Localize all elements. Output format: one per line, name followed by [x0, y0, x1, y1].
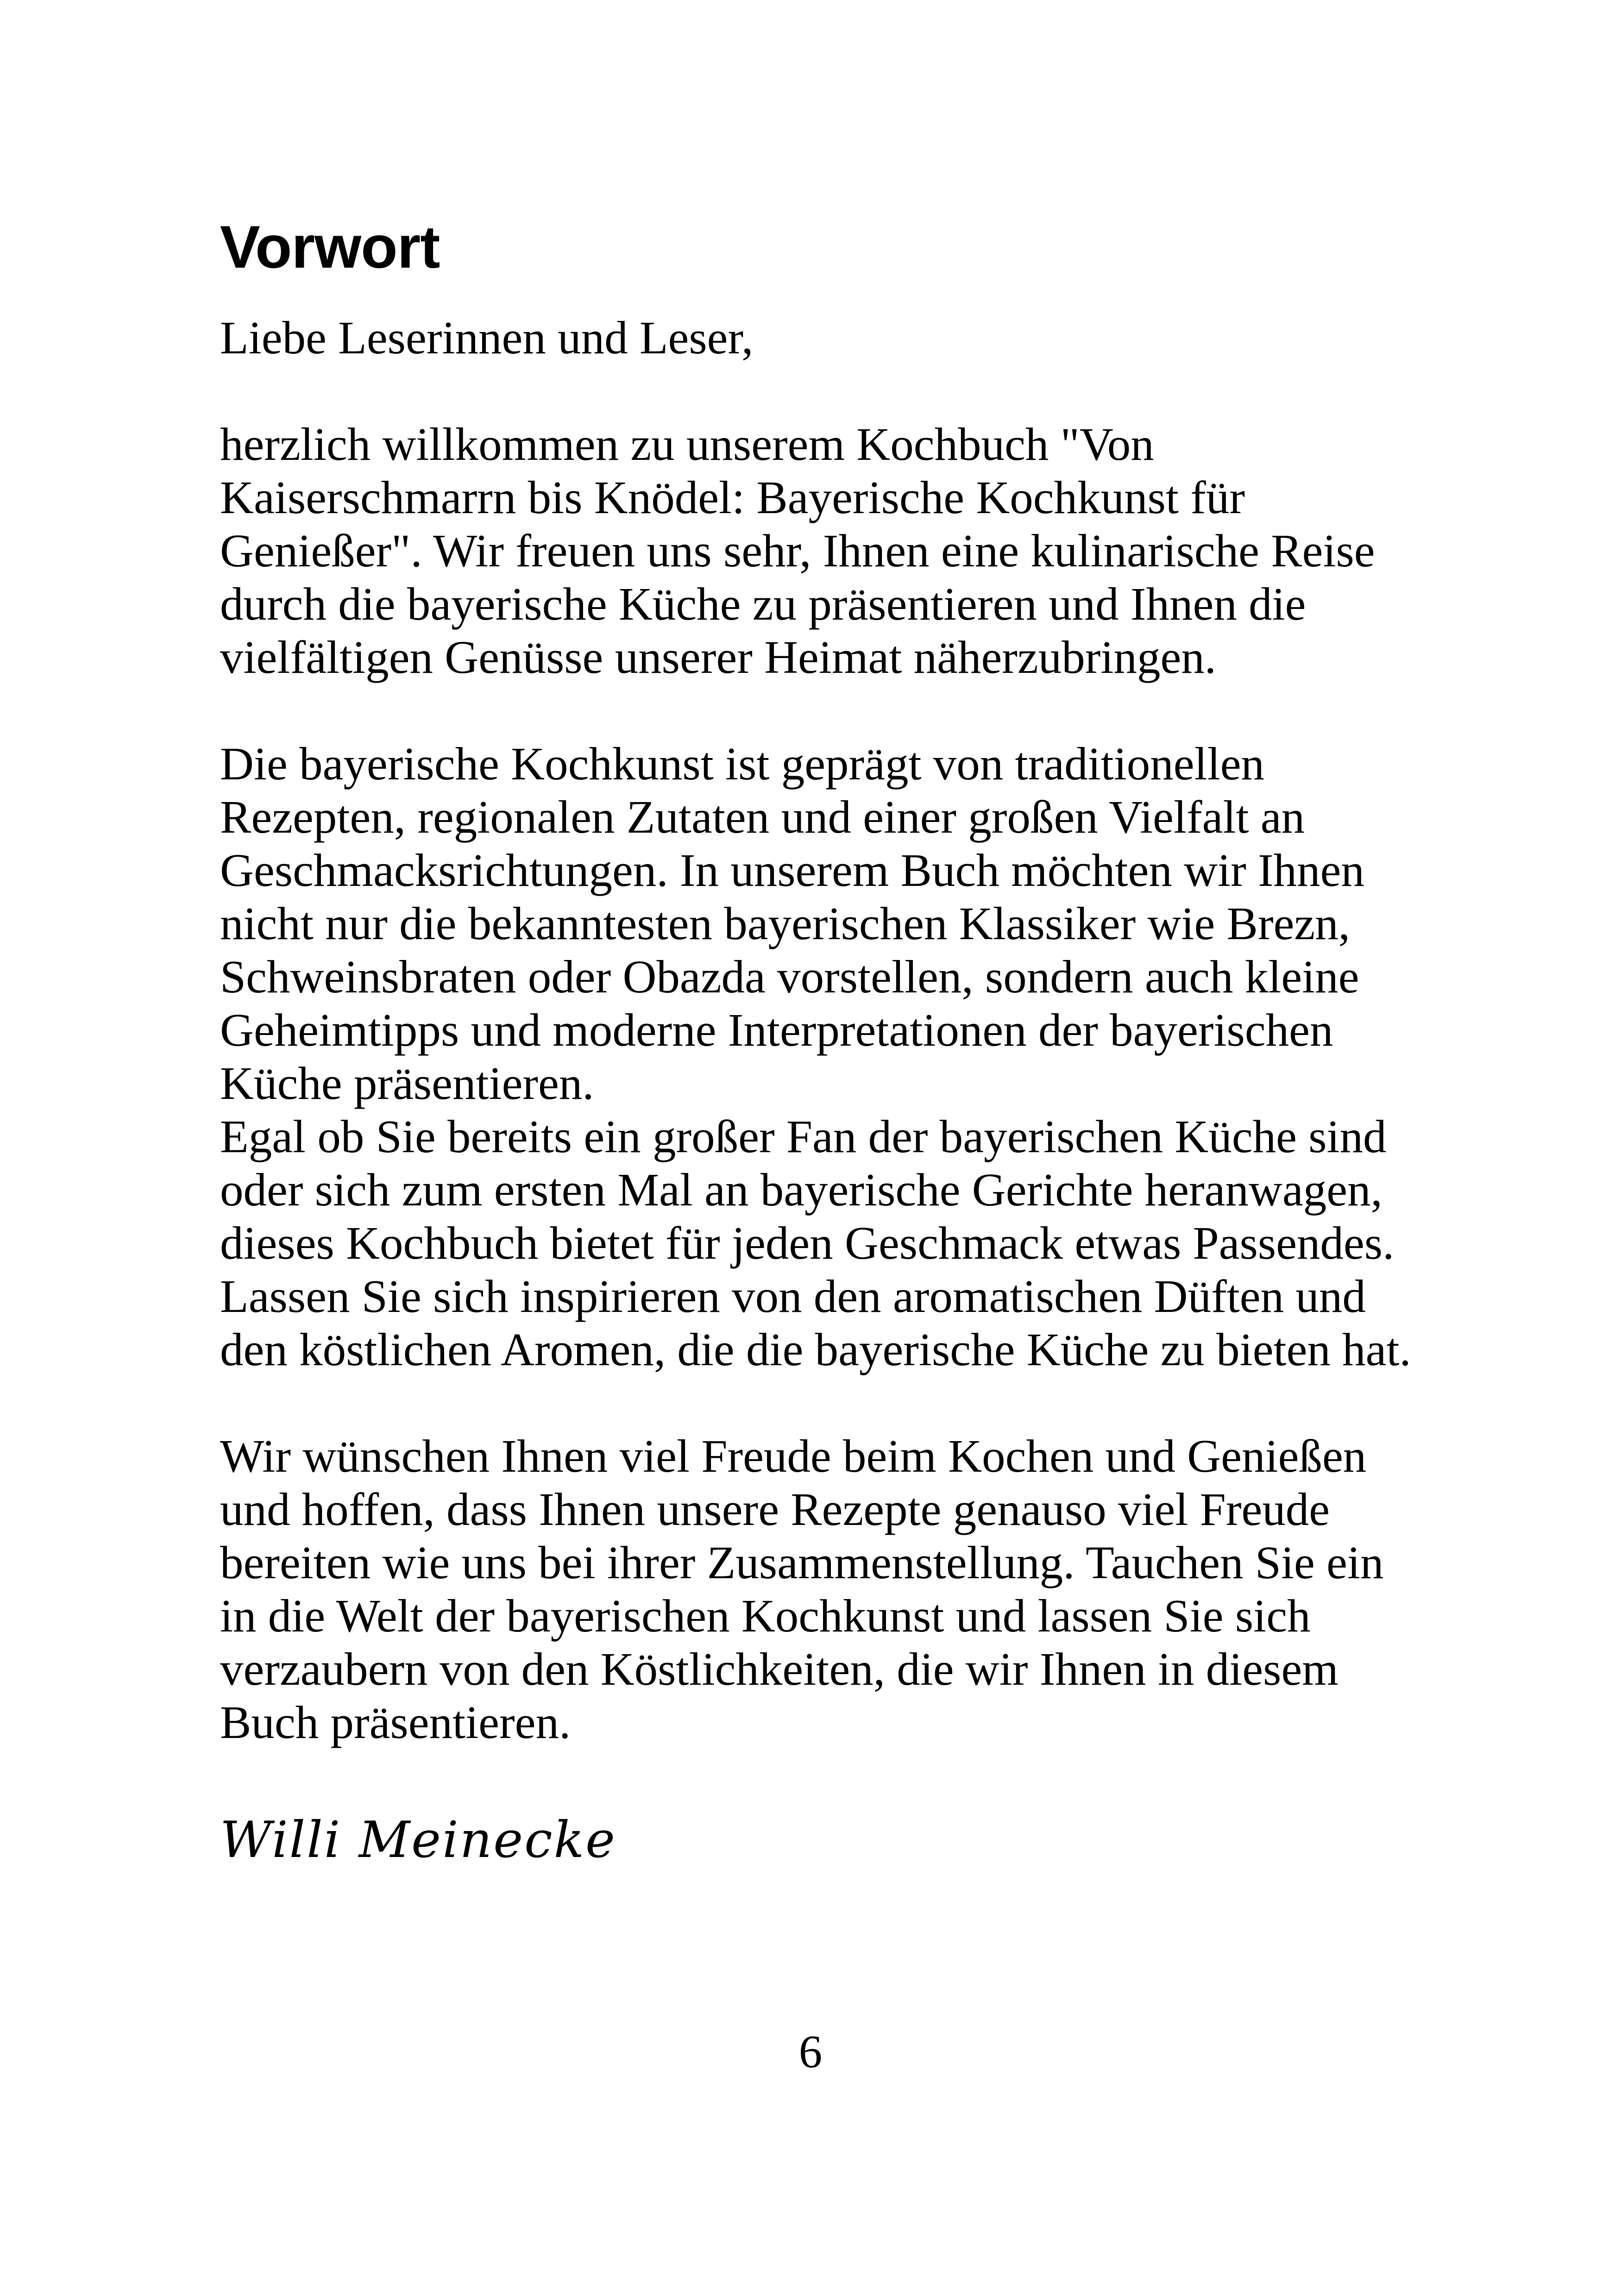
text-line: Egal ob Sie bereits ein großer Fan der bayerischen Küche sind [220, 1110, 1387, 1162]
text-line: verzaubern von den Köstlichkeiten, die wir Ihnen in diesem [220, 1643, 1338, 1695]
paragraph-closing [220, 1430, 1443, 1749]
paragraph-welcome [220, 418, 1443, 684]
foreword-body [220, 311, 1443, 1749]
text-line: Lassen Sie sich inspirieren von den aromatischen Düften und [220, 1270, 1366, 1322]
text-line: Liebe Leserinnen und Leser, [220, 312, 754, 364]
text-line: Wir wünschen Ihnen viel Freude beim Kochen und Genießen [220, 1430, 1367, 1482]
text-line: in die Welt der bayerischen Kochkunst und lassen Sie sich [220, 1590, 1311, 1642]
text-line: bereiten wie uns bei ihrer Zusammenstellung. Tauchen Sie ein [220, 1537, 1384, 1588]
text-line: durch die bayerische Küche zu präsentieren und Ihnen die [220, 578, 1306, 630]
text-line: Die bayerische Kochkunst ist geprägt von traditionellen [220, 738, 1265, 790]
paragraph-cuisine [220, 737, 1443, 1110]
text-line: den köstlichen Aromen, die die bayerische Küche zu bieten hat. [220, 1324, 1411, 1375]
text-line: herzlich willkommen zu unserem Kochbuch "Von [220, 418, 1154, 470]
text-line: Buch präsentieren. [220, 1696, 571, 1748]
text-line: dieses Kochbuch bietet für jeden Geschmack etwas Passendes. [220, 1217, 1395, 1269]
greeting [220, 311, 1443, 364]
text-line: und hoffen, dass Ihnen unsere Rezepte genauso viel Freude [220, 1483, 1330, 1535]
author-signature: Willi Meinecke [220, 1811, 616, 1869]
page-number: 6 [798, 2026, 823, 2077]
text-line: Geheimtipps und moderne Interpretationen der bayerischen [220, 1004, 1333, 1056]
page-title: Vorwort [220, 213, 440, 281]
text-line: oder sich zum ersten Mal an bayerische Gerichte heranwagen, [220, 1164, 1382, 1216]
text-line: nicht nur die bekanntesten bayerischen Klassiker wie Brezn, [220, 897, 1350, 949]
text-line: vielfältigen Genüsse unserer Heimat näherzubringen. [220, 631, 1217, 683]
text-line: Geschmacksrichtungen. In unserem Buch möchten wir Ihnen [220, 844, 1364, 896]
text-line: Genießer". Wir freuen uns sehr, Ihnen eine kulinarische Reise [220, 525, 1375, 577]
text-line: Küche präsentieren. [220, 1057, 594, 1109]
text-line: Rezepten, regionalen Zutaten und einer großen Vielfalt an [220, 791, 1305, 843]
text-line: Schweinsbraten oder Obazda vorstellen, sondern auch kleine [220, 951, 1359, 1003]
text-line: Kaiserschmarrn bis Knödel: Bayerische Kochkunst für [220, 471, 1245, 523]
paragraph-audience [220, 1110, 1443, 1376]
